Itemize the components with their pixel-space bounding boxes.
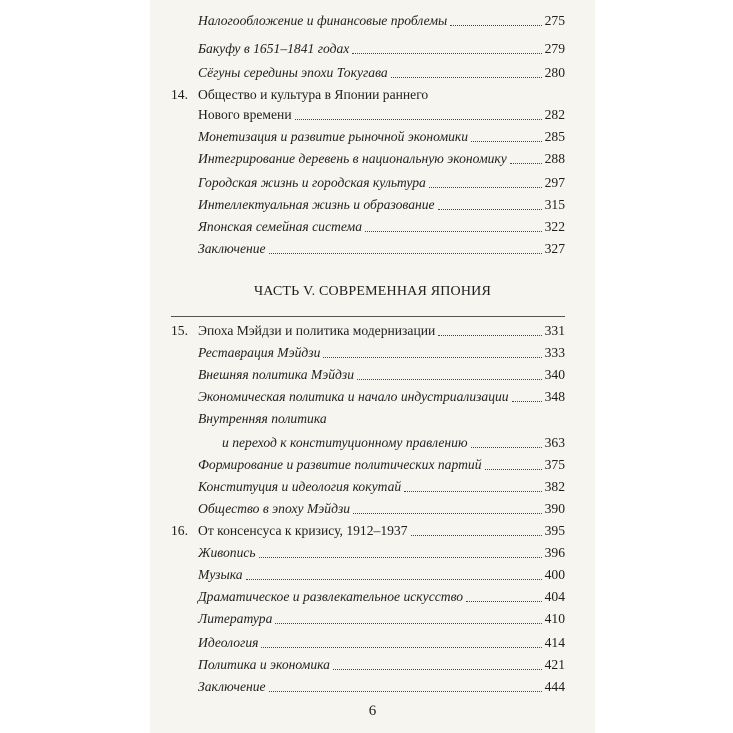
entry-title: Живопись [198,545,256,560]
entry-page-number: 382 [544,479,565,494]
toc-section-entry [198,66,565,80]
entry-title: Заключение [198,241,266,256]
dot-leader [391,77,542,78]
dot-leader [333,669,542,670]
dot-leader [352,53,541,54]
entry-page-number: 421 [544,657,565,672]
toc-section-entry [198,220,565,234]
dot-leader [275,623,541,624]
page-number: 6 [368,703,377,719]
entry-title: Конституция и идеология кокутай [198,479,402,494]
chapter-number: 16. [171,523,188,538]
dot-leader [471,141,542,142]
toc-section-entry [198,152,565,166]
entry-title: Реставрация Мэйдзи [198,345,321,360]
chapter-number: 15. [171,323,188,338]
entry-page-number: 333 [544,345,565,360]
toc-section-entry [198,612,565,626]
dot-leader [450,25,541,26]
toc-section-entry [198,198,565,212]
toc-section-entry [198,502,565,516]
entry-page-number: 288 [544,151,565,166]
entry-title: Формирование и развитие политических партий [198,457,482,472]
toc-section-entry [198,658,565,672]
dot-leader [438,335,541,336]
dot-leader [261,647,541,648]
toc-section-entry [198,680,565,694]
entry-title: Политика и экономика [198,657,330,672]
entry-page-number: 404 [544,589,565,604]
entry-title: Экономическая политика и начало индустриализации [198,389,509,404]
entry-page-number: 400 [544,567,565,582]
toc-section-entry-continued [222,436,565,450]
toc-section-entry [198,458,565,472]
entry-title: Сёгуны середины эпохи Токугава [198,65,388,80]
book-page [150,0,595,733]
dot-leader [404,491,541,492]
dot-leader [438,209,542,210]
section-divider [171,316,565,317]
toc-section-entry [198,42,565,56]
entry-title: Общество в эпоху Мэйдзи [198,501,351,516]
entry-title: Японская семейная система [198,219,363,234]
dot-leader [485,469,542,470]
dot-leader [246,579,542,580]
entry-title: Бакуфу в 1651–1841 годах [198,41,350,56]
entry-title: Интегрирование деревень в национальную экономику [198,151,507,166]
entry-page-number: 444 [544,679,565,694]
entry-page-number: 297 [544,175,565,190]
dot-leader [295,119,542,120]
entry-page-number: 396 [544,545,565,560]
entry-page-number: 395 [544,523,565,538]
entry-page-number: 282 [544,107,565,122]
entry-page-number: 390 [544,501,565,516]
toc-chapter-entry [171,324,565,338]
chapter-number: 14. [171,87,188,102]
dot-leader [411,535,542,536]
toc-section-entry [198,346,565,360]
entry-page-number: 279 [544,41,565,56]
toc-section-entry [198,636,565,650]
toc-chapter-entry-continued [198,108,565,122]
toc-section-entry [198,14,565,28]
entry-title: и переход к конституционному правлению [222,435,468,450]
dot-leader [357,379,542,380]
entry-page-number: 275 [544,13,565,28]
dot-leader [512,401,542,402]
entry-page-number: 363 [544,435,565,450]
dot-leader [259,557,542,558]
dot-leader [510,163,542,164]
toc-section-entry [198,590,565,604]
entry-title: От консенсуса к кризису, 1912–1937 [198,523,408,538]
toc-section-entry [198,390,565,404]
entry-page-number: 331 [544,323,565,338]
entry-page-number: 322 [544,219,565,234]
dot-leader [269,691,542,692]
dot-leader [466,601,542,602]
entry-title: Заключение [198,679,266,694]
toc-section-entry [198,368,565,382]
entry-page-number: 340 [544,367,565,382]
entry-title: Монетизация и развитие рыночной экономики [198,129,469,144]
dot-leader [269,253,542,254]
toc-section-entry [198,546,565,560]
dot-leader [471,447,542,448]
entry-title: Внутренняя политика [198,411,327,426]
entry-page-number: 375 [544,457,565,472]
part-heading: ЧАСТЬ V. СОВРЕМЕННАЯ ЯПОНИЯ [253,284,492,299]
entry-title: Нового времени [198,107,292,122]
toc-chapter-entry [171,88,565,102]
dot-leader [365,231,542,232]
entry-title: Интеллектуальная жизнь и образование [198,197,435,212]
entry-page-number: 280 [544,65,565,80]
entry-title: Налогообложение и финансовые проблемы [198,13,448,28]
toc-section-entry [198,130,565,144]
toc-chapter-entry [171,524,565,538]
entry-page-number: 410 [544,611,565,626]
entry-page-number: 315 [544,197,565,212]
toc-section-entry [198,242,565,256]
entry-title: Драматическое и развлекательное искусство [198,589,464,604]
dot-leader [323,357,541,358]
entry-title: Эпоха Мэйдзи и политика модернизации [198,323,436,338]
entry-page-number: 327 [544,241,565,256]
toc-section-entry [198,412,565,426]
entry-page-number: 348 [544,389,565,404]
entry-title: Городская жизнь и городская культура [198,175,426,190]
entry-title: Литература [198,611,273,626]
toc-section-entry [198,176,565,190]
toc-section-entry [198,480,565,494]
entry-title: Идеология [198,635,259,650]
dot-leader [353,513,542,514]
entry-title: Внешняя политика Мэйдзи [198,367,355,382]
entry-title: Музыка [198,567,243,582]
entry-title: Общество и культура в Японии раннего [198,87,429,102]
entry-page-number: 285 [544,129,565,144]
entry-page-number: 414 [544,635,565,650]
dot-leader [429,187,542,188]
toc-section-entry [198,568,565,582]
